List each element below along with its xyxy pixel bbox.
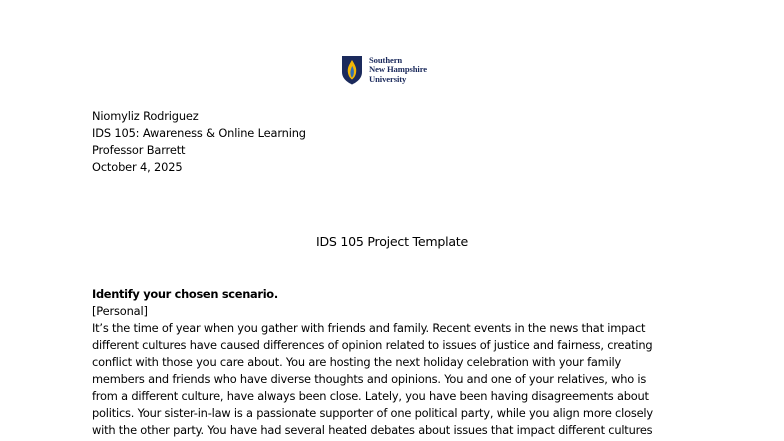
document-header [92,108,306,176]
university-logo [341,55,427,85]
logo-line-3: University [369,73,407,84]
document-title: IDS 105 Project Template [315,234,468,249]
university-wordmark [369,56,427,84]
scenario-paragraph [92,320,692,439]
section-heading: Identify your chosen scenario. [92,287,278,301]
document-date: October 4, 2025 [92,160,183,174]
scenario-choice: [Personal] [92,304,148,318]
paragraph-line: members and friends who have diverse thoughts and opinions. You and one of your relatives, who is [92,372,647,386]
course-name: IDS 105: Awareness & Online Learning [92,126,306,140]
student-name: Niomyliz Rodriguez [92,109,199,123]
logo-line-2: New Hampshire [369,64,427,75]
paragraph-line: It’s the time of year when you gather with friends and family. Recent events in the news that impact [92,321,646,335]
logo-line-1: Southern [369,55,403,65]
professor-name: Professor Barrett [92,143,186,157]
paragraph-line: politics. Your sister-in-law is a passionate supporter of one political party, while you align more closely [92,406,653,420]
paragraph-line: conflict with those you care about. You are hosting the next holiday celebration with your family [92,355,622,369]
flame-shield-icon [341,55,363,85]
paragraph-line: from a different culture, have always been close. Lately, you have been having disagreements about [92,389,649,403]
paragraph-line: different cultures have caused differences of opinion related to issues of justice and fairness, creating [92,338,653,352]
paragraph-line: with the other party. You have had several heated debates about issues that impact different cultures [92,423,653,437]
